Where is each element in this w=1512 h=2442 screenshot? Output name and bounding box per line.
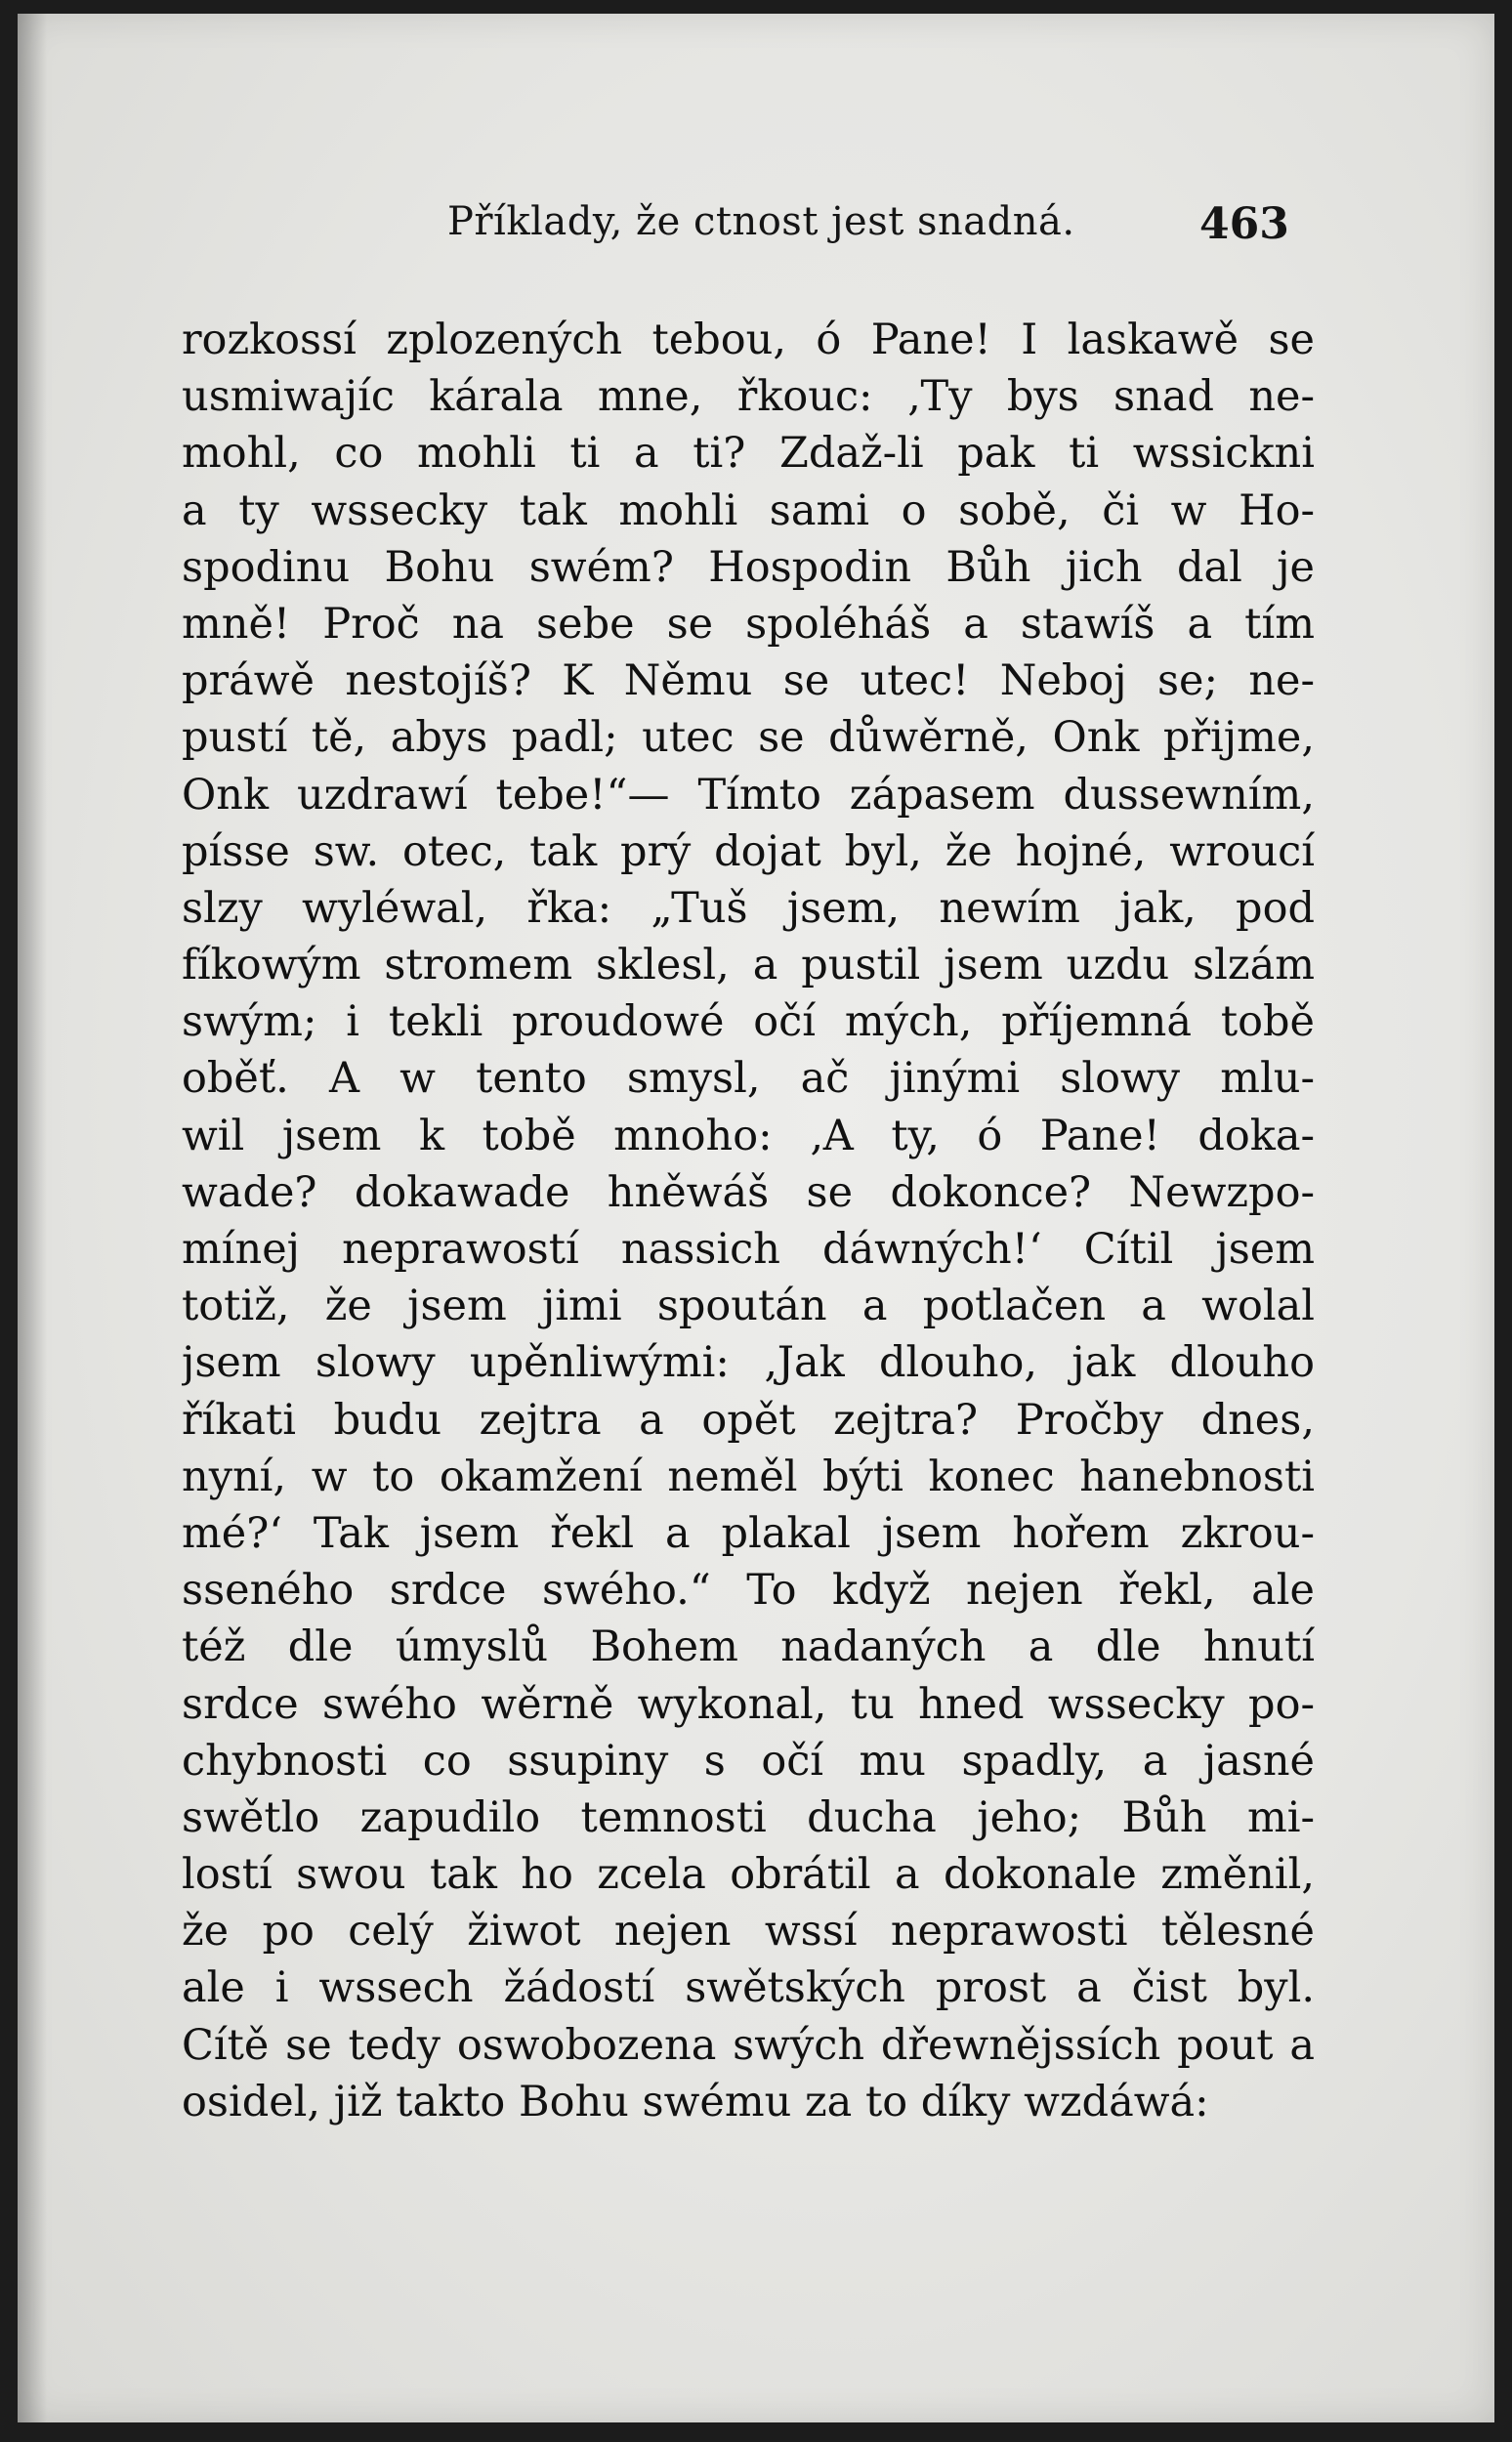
running-head: Příklady, že ctnost jest snadná.: [447, 199, 1075, 244]
text-line: mohl, co mohli ti a ti? Zdaž-li pak ti wssickni: [182, 429, 1315, 479]
text-line: osidel, již takto Bohu swému za to díky wzdáwá:: [182, 2077, 1209, 2126]
text-line: rozkossí zplozených tebou, ó Pane! I laskawě se: [182, 316, 1315, 364]
text-line: mínej neprawostí nassich dáwných!‘ Cítil jsem: [182, 1225, 1315, 1274]
text-line: sseného srdce swého.“ To když nejen řekl, ale: [182, 1566, 1315, 1616]
text-line: též dle úmyslů Bohem nadaných a dle hnutí: [182, 1622, 1315, 1672]
text-line: nyní, w to okamžení neměl býti konec hanebnosti: [182, 1452, 1315, 1501]
page-number: 463: [1199, 199, 1289, 249]
text-line: Onk uzdrawí tebe!“— Tímto zápasem dussewním,: [182, 770, 1315, 820]
text-line: ale i wssech žádostí swětských prost a čist byl.: [182, 1963, 1315, 2013]
text-line: wil jsem k tobě mnoho: ‚A ty, ó Pane! doka-: [182, 1111, 1315, 1160]
text-line: swětlo zapudilo temnosti ducha jeho; Bůh mi-: [182, 1792, 1315, 1842]
text-line: swým; i tekli proudowé očí mých, příjemná tobě: [182, 997, 1315, 1047]
text-line: chybnosti co ssupiny s očí mu spadly, a jasné: [182, 1736, 1315, 1786]
text-line: wade? dokawade hněwáš se dokonce? Newzpo-: [182, 1167, 1315, 1217]
text-line: mé?‘ Tak jsem řekl a plakal jsem hořem zkrou-: [182, 1508, 1315, 1558]
text-line: fíkowým stromem sklesl, a pustil jsem uzdu slzám: [182, 941, 1315, 990]
book-page: [18, 14, 1494, 2422]
text-line: říkati budu zejtra a opět zejtra? Pročby dnes,: [182, 1395, 1315, 1445]
text-line: práwě nestojíš? K Němu se utec! Neboj se; ne-: [182, 656, 1315, 706]
text-line: a ty wssecky tak mohli sami o sobě, či w Ho-: [182, 485, 1315, 535]
text-line: Cítě se tedy oswobozena swých dřewnějssích pout a: [182, 2020, 1315, 2070]
text-line: srdce swého wěrně wykonal, tu hned wssecky po-: [182, 1679, 1315, 1729]
text-line: spodinu Bohu swém? Hospodin Bůh jich dal je: [182, 542, 1315, 592]
gutter-shadow: [18, 14, 47, 2422]
text-line: usmiwajíc kárala mne, řkouc: ‚Ty bys snad ne-: [182, 372, 1315, 422]
text-line: slzy wyléwal, řka: „Tuš jsem, newím jak, pod: [182, 883, 1315, 933]
text-line: písse sw. otec, tak prý dojat byl, že hojné, wroucí: [182, 826, 1315, 876]
body-text: [182, 312, 1315, 2130]
text-line: jsem slowy upěnliwými: ‚Jak dlouho, jak dlouho: [182, 1338, 1315, 1388]
text-line: mně! Proč na sebe se spoléháš a stawíš a tím: [182, 599, 1315, 649]
text-line: totiž, že jsem jimi spoután a potlačen a wolal: [182, 1282, 1315, 1331]
page-header: [18, 199, 1494, 258]
text-line: oběť. A w tento smysl, ač jinými slowy mlu-: [182, 1054, 1315, 1104]
text-line: pustí tě, abys padl; utec se důwěrně, Onk přijme,: [182, 713, 1315, 763]
text-line: lostí swou tak ho zcela obrátil a dokonale změnil,: [182, 1850, 1315, 1900]
text-line: že po celý žiwot nejen wssí neprawosti tělesné: [182, 1907, 1315, 1957]
